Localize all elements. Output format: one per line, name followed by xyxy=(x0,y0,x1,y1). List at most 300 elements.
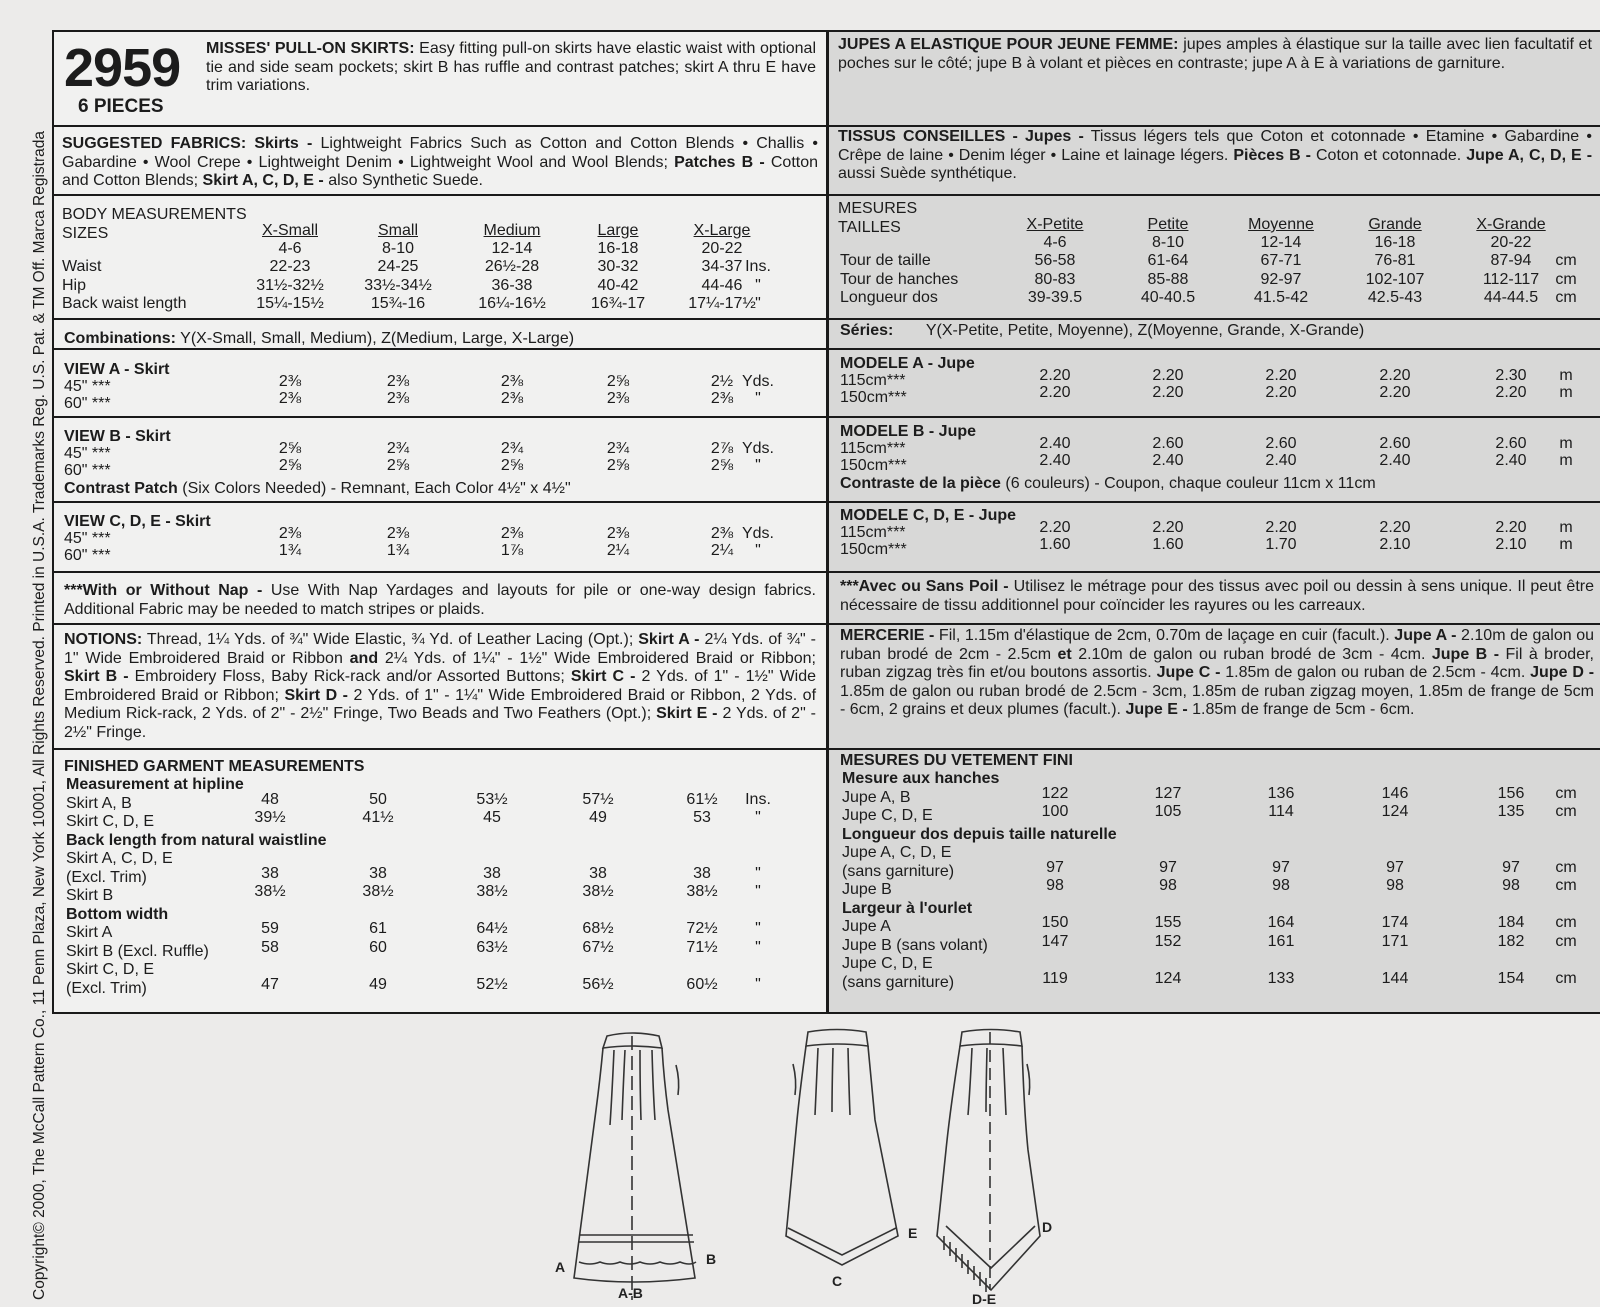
view-title: VIEW C, D, E - Skirt xyxy=(64,513,211,530)
measure-label: Hip xyxy=(62,276,87,294)
notion-text: 2¼ Yds. of ¾" - 1" Wide Embroidered Braid or Ribbon xyxy=(64,631,817,667)
finished-cell: 68½ xyxy=(582,920,614,937)
finished-cell: 124 xyxy=(1154,969,1182,987)
finished-cell: 122 xyxy=(1041,784,1069,802)
fabrics-text: also Synthetic Suede. xyxy=(328,172,483,189)
finished-label: Jupe A, C, D, E xyxy=(842,844,952,861)
notion-text: Fil, 1.15m d'élastique de 2cm, 0.70m de laçage en cuir (facult.). xyxy=(934,627,1395,644)
finished-cell: 144 xyxy=(1381,969,1409,987)
series-label: Séries: xyxy=(840,322,894,339)
measure-cell: 67-71 xyxy=(1260,252,1302,269)
finished-label: Jupe A xyxy=(842,918,891,935)
finished-cell: 124 xyxy=(1381,803,1409,820)
notion-text: 2.10m de galon ou ruban brodé de 2cm - 2.5cm xyxy=(840,627,1594,663)
en-title: MISSES' PULL-ON SKIRTS: xyxy=(206,40,415,57)
yardage-label: 45" *** xyxy=(64,530,111,547)
measure-label: Longueur dos xyxy=(840,289,938,306)
notion-text: 2 Yds. of 2" - 2½" Fringe. xyxy=(64,705,816,741)
size-header: Moyenne xyxy=(1248,216,1314,233)
measure-cell: 17¼-17½ xyxy=(688,295,756,312)
finished-label: Jupe A, B xyxy=(842,788,911,806)
divider xyxy=(54,416,826,418)
finished-label: Jupe B xyxy=(842,881,892,898)
fr-title: JUPES A ELASTIQUE POUR JEUNE FEMME: xyxy=(838,36,1179,53)
view-title: VIEW B - Skirt xyxy=(64,428,171,445)
finished-cell: 97 xyxy=(1386,858,1404,876)
divider xyxy=(828,571,1600,573)
yardage-label: 150cm*** xyxy=(840,541,907,558)
yardage-cell: 2.20 xyxy=(1379,384,1411,401)
notion-text: Embroidery Floss, Baby Rick-rack and/or Assorted Buttons; xyxy=(128,668,571,685)
yardage-cell: 2.20 xyxy=(1039,519,1071,536)
yardage-cell: 2.60 xyxy=(1379,435,1411,452)
yardage-cell: 2⅜ xyxy=(386,390,410,407)
finished-cell: 47 xyxy=(261,975,279,993)
view-title: MODELE A - Jupe xyxy=(840,355,975,372)
measure-cell: 40-40.5 xyxy=(1140,289,1196,306)
skirt-c-sketch xyxy=(786,1030,898,1266)
measure-cell: 80-83 xyxy=(1034,270,1076,288)
fabrics-patches: Patches B - xyxy=(674,153,765,171)
measure-cell: 36-38 xyxy=(491,276,533,294)
yardage-cell: 2⅜ xyxy=(606,525,630,542)
label-c: C xyxy=(832,1273,843,1289)
nap-label: ***With or Without Nap - xyxy=(64,582,263,599)
yardage-label: 115cm*** xyxy=(840,524,906,541)
combinations-label: Combinations: xyxy=(64,330,176,347)
yardage-cell: 2⅜ xyxy=(278,390,302,407)
yardage-cell: 1¾ xyxy=(278,542,302,559)
size-number: 12-14 xyxy=(1260,234,1302,251)
finished-cell: 53½ xyxy=(476,790,508,808)
mesures-title: MESURES xyxy=(838,200,918,217)
yardage-unit: " xyxy=(755,457,761,474)
size-header: Medium xyxy=(483,222,541,239)
size-number: 8-10 xyxy=(381,240,415,257)
finished-label: (Excl. Trim) xyxy=(66,868,147,886)
yardage-cell: 2½ xyxy=(710,373,734,390)
divider xyxy=(54,318,826,320)
fr-nap xyxy=(840,578,1594,615)
divider xyxy=(828,125,1600,127)
contrast-text: (6 couleurs) - Coupon, chaque couleur 11cm x 11cm xyxy=(1000,475,1376,492)
finished-unit: Ins. xyxy=(745,790,771,808)
yardage-cell: 2.60 xyxy=(1495,435,1527,452)
measure-label: Tour de hanches xyxy=(840,270,959,288)
notion-heading: Skirt C - xyxy=(570,668,636,685)
measure-cell: 76-81 xyxy=(1374,252,1416,269)
notion-heading: Jupe B - xyxy=(1431,645,1500,663)
measure-cell: 61-64 xyxy=(1147,252,1189,269)
finished-unit: cm xyxy=(1555,803,1577,820)
finished-unit: cm xyxy=(1555,914,1577,931)
yardage-label: 45" *** xyxy=(64,378,111,395)
finished-cell: 38 xyxy=(261,864,279,882)
body-measurements-title: BODY MEASUREMENTS xyxy=(62,206,247,223)
measure-cell: 112-117 xyxy=(1482,270,1540,288)
fabrics-text: Cotton and Cotton Blends; xyxy=(62,153,819,189)
finished-label: Skirt B xyxy=(66,887,114,904)
yardage-cell: 2.20 xyxy=(1152,384,1184,401)
finished-subhead: Largeur à l'ourlet xyxy=(842,899,973,917)
notion-heading: and xyxy=(349,649,379,667)
yardage-cell: 2⅝ xyxy=(278,457,302,474)
finished-cell: 155 xyxy=(1154,914,1182,931)
finished-subhead: Longueur dos depuis taille naturelle xyxy=(842,825,1117,843)
fabrics-pieces: Pièces B - xyxy=(1233,146,1311,164)
finished-label: Jupe C, D, E xyxy=(842,955,933,972)
yardage-cell: 2⅜ xyxy=(386,525,410,542)
yardage-unit: " xyxy=(755,542,761,559)
yardage-cell: 1.60 xyxy=(1152,536,1184,553)
finished-cell: 171 xyxy=(1381,932,1409,950)
label-de: D-E xyxy=(972,1291,997,1307)
measure-cell: 22-23 xyxy=(269,258,311,275)
measure-cell: 102-107 xyxy=(1365,270,1425,288)
yardage-label: 60" *** xyxy=(64,395,111,412)
yardage-unit: Yds. xyxy=(741,373,774,390)
finished-unit: cm xyxy=(1555,784,1577,802)
contrast-label: Contraste de la pièce xyxy=(840,475,1001,492)
measure-cell: 44-44.5 xyxy=(1483,289,1539,306)
yardage-cell: 2.20 xyxy=(1379,367,1411,384)
finished-unit: cm xyxy=(1555,877,1577,894)
yardage-cell: 2.20 xyxy=(1039,384,1071,401)
yardage-cell: 2.20 xyxy=(1039,367,1071,384)
notion-heading: et xyxy=(1057,645,1072,663)
finished-cell: 57½ xyxy=(582,790,614,808)
finished-cell: 97 xyxy=(1159,858,1177,876)
measure-label: Tour de taille xyxy=(840,252,931,269)
notion-text: 1.85m de frange de 5cm - 6cm. xyxy=(1187,701,1415,718)
yardage-cell: 2¼ xyxy=(710,542,734,559)
measure-cell: 34-37 xyxy=(701,258,743,275)
divider xyxy=(54,748,826,750)
finished-cell: 38 xyxy=(369,864,387,882)
finished-subhead: Mesure aux hanches xyxy=(842,770,1000,787)
yardage-cell: 2.10 xyxy=(1379,536,1411,553)
notion-heading: Skirt D - xyxy=(284,686,348,704)
yardage-cell: 2⅜ xyxy=(278,525,302,542)
size-number: 4-6 xyxy=(278,240,302,257)
divider xyxy=(828,623,1600,625)
finished-label: (sans garniture) xyxy=(842,973,955,991)
notion-text: 2 Yds. of 1" - 1¼" Wide Embroidered Braid or Ribbon, 2 Yds. of Medium Rick-rack, 2 Yds. of 2" - 2½" Fringe, Two Beads and Two Feathers (Opt.); xyxy=(64,686,817,722)
copyright-text: Copyright© 2000, The McCall Pattern Co., 11 Penn Plaza, New York 10001, All Rights Reserved. Printed in U.S.A. Trademarks Reg. U.S. Pat. & TM Off. Marca Registrada xyxy=(31,130,48,1300)
measure-cell: 16¾-17 xyxy=(590,295,646,312)
label-d: D xyxy=(1042,1219,1053,1235)
yardage-cell: 2⅜ xyxy=(710,525,734,542)
divider xyxy=(828,318,1600,320)
finished-cell: 146 xyxy=(1381,784,1409,802)
finished-cell: 133 xyxy=(1267,969,1295,987)
yardage-cell: 2.40 xyxy=(1039,435,1071,452)
en-desc-text: Easy fitting pull-on skirts have elastic waist with optional tie and side seam pockets; skirt B has ruffle and contrast patches; skirt A thru E have trim variations. xyxy=(206,40,816,94)
finished-cell: 63½ xyxy=(476,938,508,956)
finished-cell: 48 xyxy=(261,790,279,808)
finished-cell: 184 xyxy=(1497,914,1525,931)
en-nap xyxy=(64,582,816,619)
finished-cell: 100 xyxy=(1041,803,1069,820)
finished-cell: 38 xyxy=(693,864,711,882)
view-title: MODELE B - Jupe xyxy=(840,423,977,440)
yardage-cell: 2⅜ xyxy=(278,373,302,390)
notion-heading: Jupe C - xyxy=(1156,664,1221,681)
yardage-cell: 2⅜ xyxy=(500,390,524,407)
yardage-label: 45" *** xyxy=(64,445,111,462)
size-number: 8-10 xyxy=(1151,234,1185,251)
combinations-text: Y(X-Small, Small, Medium), Z(Medium, Large, X-Large) xyxy=(180,330,575,347)
finished-cell: 60½ xyxy=(686,975,718,993)
yardage-cell: 1.70 xyxy=(1265,536,1297,553)
finished-label: Jupe C, D, E xyxy=(842,807,933,824)
finished-cell: 164 xyxy=(1267,914,1295,931)
finished-cell: 38½ xyxy=(362,883,394,900)
finished-cell: 38½ xyxy=(254,883,286,900)
divider xyxy=(828,194,1600,196)
contrast-text: (Six Colors Needed) - Remnant, Each Color 4½" x 4½" xyxy=(177,480,571,497)
finished-cell: 135 xyxy=(1497,803,1525,820)
divider xyxy=(54,194,826,196)
notion-heading: Skirt B - xyxy=(64,668,129,685)
measure-cell: 85-88 xyxy=(1147,270,1189,288)
fabrics-text: Coton et cotonnade. xyxy=(1316,146,1462,164)
finished-cell: 98 xyxy=(1502,877,1520,894)
label-ab: A-B xyxy=(618,1285,643,1301)
yardage-label: 150cm*** xyxy=(840,389,907,406)
measure-label: Back waist length xyxy=(62,295,187,312)
yardage-cell: 2.60 xyxy=(1265,435,1297,452)
size-number: 20-22 xyxy=(1490,234,1532,251)
size-number: 16-18 xyxy=(1374,234,1416,251)
yardage-unit: m xyxy=(1559,536,1573,553)
fabrics-text: Tissus légers tels que Coton et cotonnade • Etamine • Gabardine • Crêpe de laine • Denim léger • Laine et lainage légers. xyxy=(838,128,1592,164)
finished-cell: 67½ xyxy=(582,938,614,956)
measure-cell: 39-39.5 xyxy=(1027,289,1083,306)
measure-cell: 87-94 xyxy=(1490,252,1532,269)
finished-cell: 97 xyxy=(1272,858,1290,876)
finished-cell: 38½ xyxy=(476,883,508,900)
finished-label: Skirt A, C, D, E xyxy=(66,850,173,867)
fabrics-label: TISSUS CONSEILLES - Jupes - xyxy=(838,128,1084,145)
yardage-cell: 2⅝ xyxy=(710,457,734,474)
yardage-cell: 2.40 xyxy=(1265,452,1297,469)
copyright-sidebar xyxy=(2,0,58,1307)
yardage-cell: 2.20 xyxy=(1495,384,1527,401)
yardage-cell: 2.40 xyxy=(1495,452,1527,469)
divider xyxy=(54,125,826,127)
notion-text: 2.10m de galon ou ruban brodé de 3cm - 4cm. xyxy=(1071,645,1432,663)
finished-unit: " xyxy=(755,809,761,826)
divider xyxy=(54,348,826,350)
finished-cell: 114 xyxy=(1268,803,1294,820)
yardage-cell: 2⅝ xyxy=(386,457,410,474)
fr-desc-text: jupes amples à élastique sur la taille avec lien facultatif et poches sur le côté; jupe B à volant et pièces en contraste; jupe A à E à variations de garniture. xyxy=(838,36,1592,72)
yardage-cell: 2.10 xyxy=(1495,536,1527,553)
yardage-label: 60" *** xyxy=(64,462,111,479)
yardage-unit: m xyxy=(1559,452,1573,469)
contrast-label: Contrast Patch xyxy=(64,480,178,497)
finished-cell: 39½ xyxy=(254,809,286,826)
en-description xyxy=(206,40,816,96)
finished-label: Skirt A xyxy=(66,924,113,941)
yardage-unit: m xyxy=(1559,435,1573,452)
measure-cell: 15¼-15½ xyxy=(256,295,324,312)
measure-cell: 31½-32½ xyxy=(256,276,324,294)
yardage-label: 150cm*** xyxy=(840,457,907,474)
yardage-cell: 2.20 xyxy=(1265,519,1297,536)
yardage-label: 60" *** xyxy=(64,547,111,564)
finished-cell: 41½ xyxy=(362,809,394,826)
measure-unit: Ins. xyxy=(745,258,771,275)
yardage-cell: 2.20 xyxy=(1152,367,1184,384)
yardage-cell: 1.60 xyxy=(1039,536,1071,553)
finished-cell: 161 xyxy=(1267,932,1295,950)
finished-unit: " xyxy=(755,864,761,882)
label-b: B xyxy=(706,1251,717,1267)
finished-label: (sans garniture) xyxy=(842,862,955,880)
notion-heading: Jupe E - xyxy=(1125,701,1188,718)
finished-subhead: Bottom width xyxy=(66,905,169,923)
nap-text: Utilisez le métrage pour des tissus avec poil ou dessin à sens unique. Il peut être nécessaire de tissu additionnel pour coïncider les rayures ou les carreaux. xyxy=(840,578,1595,614)
notion-heading: Jupe A - xyxy=(1394,627,1457,644)
finished-cell: 60 xyxy=(369,938,387,956)
yardage-cell: 2⅜ xyxy=(606,390,630,407)
fabrics-skirts: Skirts - xyxy=(254,135,313,152)
finished-cell: 98 xyxy=(1046,877,1064,894)
finished-cell: 97 xyxy=(1046,858,1064,876)
finished-cell: 98 xyxy=(1386,877,1404,894)
yardage-cell: 2⅝ xyxy=(278,440,302,457)
finished-label: Skirt C, D, E xyxy=(66,961,155,978)
measure-unit: " xyxy=(755,295,761,312)
finished-cell: 38½ xyxy=(686,883,718,900)
divider xyxy=(54,571,826,573)
measure-cell: 16¼-16½ xyxy=(478,295,546,312)
yardage-cell: 2⅜ xyxy=(500,373,524,390)
finished-cell: 38½ xyxy=(582,883,614,900)
measure-cell: 92-97 xyxy=(1260,270,1302,288)
measure-cell: 15¾-16 xyxy=(370,295,426,312)
finished-cell: 98 xyxy=(1159,877,1177,894)
view-title: VIEW A - Skirt xyxy=(64,361,170,378)
contrast-patch xyxy=(840,475,1376,493)
finished-cell: 50 xyxy=(369,790,387,808)
notion-heading: Skirt A - xyxy=(638,631,700,648)
fr-fabrics xyxy=(838,128,1592,184)
measure-unit: cm xyxy=(1555,252,1577,269)
yardage-unit: Yds. xyxy=(741,525,774,542)
finished-unit: " xyxy=(755,938,761,956)
divider xyxy=(828,748,1600,750)
finished-cell: 71½ xyxy=(686,938,718,956)
finished-cell: 61 xyxy=(369,920,387,937)
size-header: Grande xyxy=(1368,216,1422,233)
measure-cell: 42.5-43 xyxy=(1367,289,1423,306)
finished-cell: 154 xyxy=(1497,969,1525,987)
en-fabrics xyxy=(62,135,818,191)
yardage-cell: 2.20 xyxy=(1152,519,1184,536)
yardage-cell: 2⅜ xyxy=(500,525,524,542)
measure-cell: 33½-34½ xyxy=(364,276,432,294)
finished-cell: 152 xyxy=(1154,932,1182,950)
size-header: X-Large xyxy=(693,222,751,239)
yardage-unit: Yds. xyxy=(741,440,774,457)
finished-cell: 38 xyxy=(589,864,607,882)
finished-label: Skirt C, D, E xyxy=(66,813,155,830)
skirt-ab-sketch xyxy=(574,1033,696,1300)
fabrics-text: aussi Suède synthétique. xyxy=(838,165,1017,182)
yardage-cell: 2¼ xyxy=(606,542,630,559)
size-number: 4-6 xyxy=(1043,234,1067,251)
measure-cell: 56-58 xyxy=(1034,252,1076,269)
measure-cell: 44-46 xyxy=(701,276,743,294)
finished-cell: 119 xyxy=(1042,969,1068,987)
finished-label: (Excl. Trim) xyxy=(66,979,147,997)
size-header: X-Grande xyxy=(1476,216,1546,233)
yardage-label: 115cm*** xyxy=(840,372,906,389)
nap-label: ***Avec ou Sans Poil - xyxy=(840,578,1009,595)
yardage-cell: 2⅜ xyxy=(710,390,734,407)
fabrics-skirts-ace: Skirt A, C, D, E - xyxy=(202,172,324,189)
finished-cell: 64½ xyxy=(476,920,508,937)
finished-label: Skirt A, B xyxy=(66,794,132,812)
finished-cell: 97 xyxy=(1502,858,1520,876)
finished-cell: 45 xyxy=(483,809,501,826)
yardage-cell: 2⅞ xyxy=(710,440,734,457)
yardage-cell: 2⅝ xyxy=(606,457,630,474)
finished-subhead: Measurement at hipline xyxy=(66,776,244,793)
yardage-unit: " xyxy=(755,390,761,407)
view-title: MODELE C, D, E - Jupe xyxy=(840,507,1017,524)
measure-cell: 40-42 xyxy=(597,276,639,294)
finished-cell: 61½ xyxy=(686,790,718,808)
fabrics-text: Lightweight Fabrics Such as Cotton and Cotton Blends • Challis • Gabardine • Wool Crepe • Lightweight Denim • Lightweight Wool and Wool Blends; xyxy=(62,135,819,171)
divider xyxy=(54,623,826,625)
size-number: 16-18 xyxy=(597,240,639,257)
divider xyxy=(828,348,1600,350)
size-number: 20-22 xyxy=(701,240,743,257)
finished-cell: 72½ xyxy=(686,920,718,937)
finished-unit: " xyxy=(755,883,761,900)
finished-cell: 53 xyxy=(693,809,711,826)
yardage-cell: 1¾ xyxy=(386,542,410,559)
tailles-label: TAILLES xyxy=(838,219,901,236)
pattern-number: 2959 xyxy=(64,38,181,98)
size-header: Small xyxy=(377,222,418,239)
notion-heading: MERCERIE - xyxy=(840,627,935,644)
finished-cell: 136 xyxy=(1267,784,1295,802)
finished-cell: 156 xyxy=(1497,784,1525,802)
measure-unit: " xyxy=(755,276,761,294)
yardage-label: 115cm*** xyxy=(840,440,906,457)
finished-cell: 49 xyxy=(369,975,387,993)
finished-unit: cm xyxy=(1555,969,1577,987)
yardage-cell: 2.40 xyxy=(1039,452,1071,469)
finished-cell: 127 xyxy=(1154,784,1182,802)
yardage-unit: m xyxy=(1559,384,1573,401)
finished-title: FINISHED GARMENT MEASUREMENTS xyxy=(64,758,365,775)
finished-cell: 56½ xyxy=(582,975,614,993)
finished-unit: " xyxy=(755,920,761,937)
divider xyxy=(54,501,826,503)
yardage-cell: 2⅝ xyxy=(606,373,630,390)
finished-unit: " xyxy=(755,975,761,993)
measure-cell: 30-32 xyxy=(597,258,639,275)
notion-heading: Jupe D - xyxy=(1530,664,1595,681)
measure-unit: cm xyxy=(1555,270,1577,288)
finished-subhead: Back length from natural waistline xyxy=(66,831,327,849)
